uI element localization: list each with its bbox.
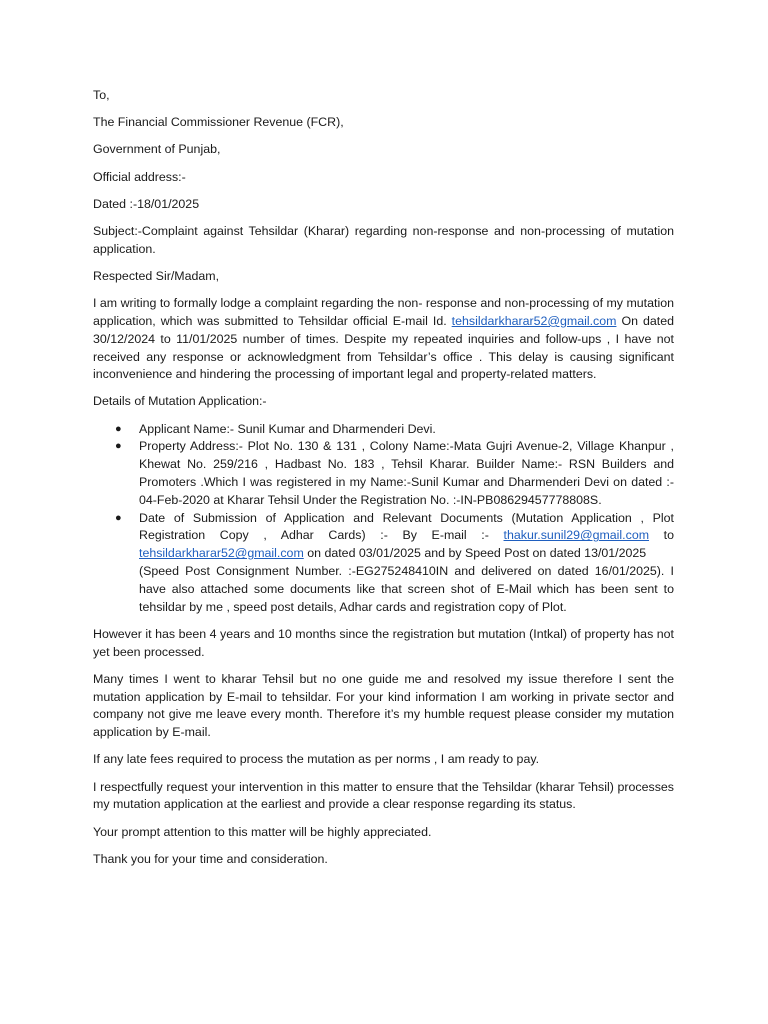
recipient-government: Government of Punjab, (93, 142, 221, 157)
letter-date: Dated :-18/01/2025 (93, 196, 200, 211)
applicant-name: Applicant Name:- Sunil Kumar and Dharmenderi Devi. (139, 421, 436, 436)
sender-email-link[interactable]: thakur.sunil29@gmail.com (503, 528, 650, 543)
salutation: Respected Sir/Madam, (93, 268, 220, 283)
intro-paragraph (93, 295, 674, 384)
bullet-icon: ● (115, 422, 122, 435)
letter-subject: Subject:-Complaint against Tehsildar (Kharar) regarding non-response and non-processing of mutation application. (93, 223, 674, 256)
request-paragraph: I respectfully request your intervention in this matter to ensure that the Tehsildar (kharar Tehsil) processes my mutation application at the earliest and provide a clear response regarding its status. (93, 779, 674, 812)
submission-text-2: to (649, 528, 675, 543)
to-line: To, (93, 88, 110, 102)
tehsildar-email-link[interactable]: tehsildarkharar52@gmail.com (451, 313, 617, 328)
bullet-icon: ● (115, 440, 122, 453)
recipient-title: The Financial Commissioner Revenue (FCR), (93, 115, 344, 130)
official-address: Official address:- (93, 169, 186, 184)
bullet-icon: ● (115, 511, 122, 524)
details-list (93, 421, 674, 617)
intro-text-2: On dated 30/12/2024 to 11/01/2025 number of times. Despite my repeated inquiries and follow-ups , I have not received any response or acknowledgment from Tehsildar’s office . This delay is causing significant inconvenience and hindering the processing of important legal and property-related matters. (93, 313, 675, 382)
fees-paragraph: If any late fees required to process the mutation as per norms , I am ready to pay. (93, 752, 540, 767)
intro-text-1: I am writing to formally lodge a complaint regarding the non- response and non-processing of my mutation application, which was submitted to Tehsildar official E-mail Id. (93, 296, 674, 328)
property-address: Property Address:- Plot No. 130 & 131 , Colony Name:-Mata Gujri Avenue-2, Village Khanpur , Khewat No. 259/216 , Hadbast No. 183 , Tehsil Kharar. Builder Name:- RSN Builders and Promoters .Which I was registered in my Name:-Sunil Kumar and Dharmenderi Devi on dated :- 04-Feb-2020 at Kharar Tehsil Under the Registration No. :-IN-PB08629457778808S. (139, 439, 674, 507)
time-elapsed-paragraph: However it has been 4 years and 10 months since the registration but mutation (Intkal) of property has not yet been processed. (93, 626, 674, 659)
prompt-attention-paragraph: Your prompt attention to this matter will be highly appreciated. (93, 824, 432, 839)
submission-text-3: on dated 03/01/2025 and by Speed Post on dated 13/01/2025 (303, 546, 647, 561)
closing-line: Thank you for your time and consideration. (93, 851, 328, 866)
list-item-applicant (115, 421, 674, 439)
visits-paragraph: Many times I went to kharar Tehsil but no one guide me and resolved my issue therefore I sent the mutation application by E-mail to tehsildar. For your kind information I am working in private sector and company not give me leave every month. Therefore it’s my humble request please consider my mutation application by E-mail. (93, 671, 674, 740)
list-item-submission (115, 510, 675, 617)
details-heading: Details of Mutation Application:- (93, 394, 267, 409)
submission-text-1: Date of Submission of Application and Relevant Documents (Mutation Application , Plot Registration Copy , Adhar Cards) :- By E-mail :- (139, 510, 674, 543)
list-item-property (115, 438, 674, 509)
recipient-email-link[interactable]: tehsildarkharar52@gmail.com (139, 546, 304, 561)
submission-text-4: (Speed Post Consignment Number. :-EG275248410IN and delivered on dated 16/01/2025). I have also attached some documents like that screen shot of E-Mail which has been sent to tehsildar by me , speed post details, Adhar cards and registration copy of Plot. (139, 564, 674, 614)
